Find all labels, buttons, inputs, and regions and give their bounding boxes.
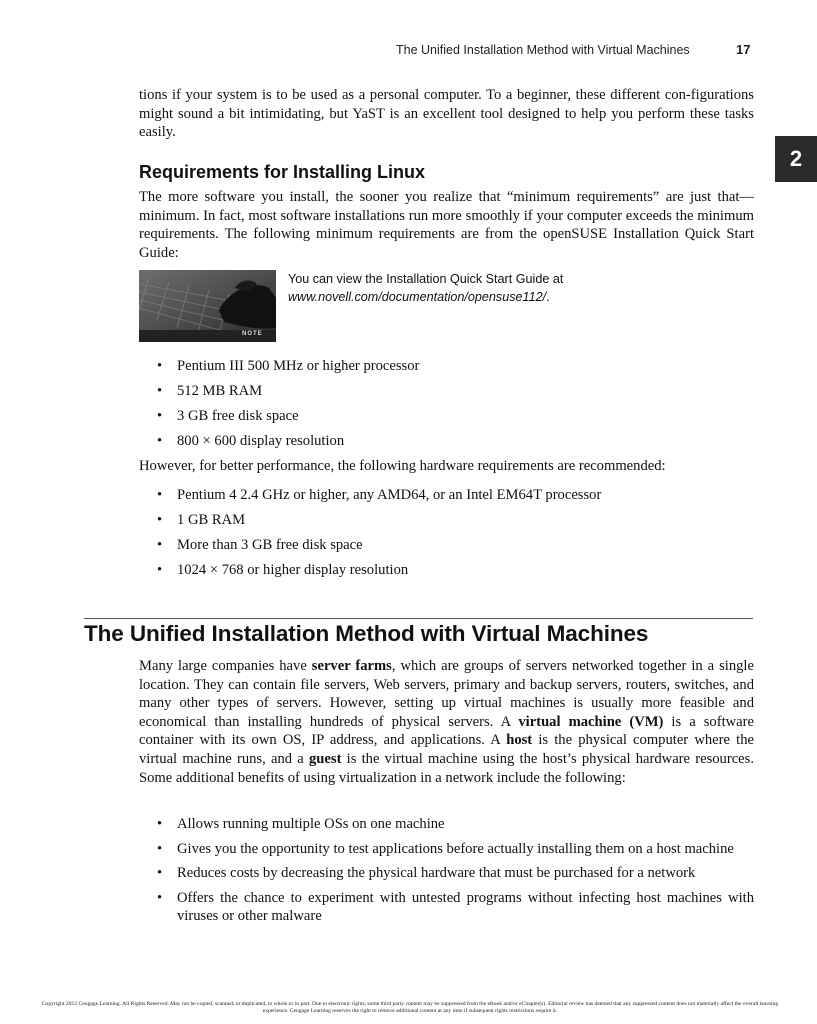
list-item: • Pentium 4 2.4 GHz or higher, any AMD64, or an Intel EM64T processor <box>157 487 602 503</box>
vm-text-part: , which are groups of servers networked together in a single location. They can contain file servers, Web servers, primary and backup servers, routers, switches, and many other types of servers. However, setting up virtual machines is usually more feasible and economical than installing hundreds of physical servers. A <box>139 658 754 730</box>
list-item: • 512 MB RAM <box>157 383 263 399</box>
copyright-footer: Copyright 2012 Cengage Learning. All Rights Reserved. May not be copied, scanned, or duplicated, in whole or in part. Due to electronic rights, some third party content may be suppressed from the eBook and/or eChapter(s). Editorial review has deemed that any suppressed content does not materially affect the overall learning experience. Cengage Learning reserves the right to remove additional content at any time if subsequent rights restrictions require it. <box>41 1001 779 1014</box>
intro-paragraph <box>139 86 754 142</box>
requirements-text: The more software you install, the sooner you realize that “minimum requirements” are just that—minimum. In fact, most software installations run more smoothly if your computer exceeds the minimum requirements. The following minimum requirements are from the openSUSE Installation Quick Start Guide: <box>139 189 754 261</box>
term-server-farms: server farms <box>311 658 392 674</box>
list-item-text: 800 × 600 display resolution <box>177 433 345 449</box>
list-item-text: Offers the chance to experiment with untested programs without infecting host machines with viruses or other malware <box>177 889 754 925</box>
requirements-paragraph <box>139 188 754 262</box>
term-host: host <box>506 732 533 749</box>
vm-text-part: is the physical computer where the virtual machine runs, and a <box>139 732 754 767</box>
list-item: • Gives you the opportunity to test applications before actually installing them on a host machine <box>157 840 734 857</box>
list-item-text: 512 MB RAM <box>177 383 263 399</box>
recommended-intro-text: However, for better performance, the following hardware requirements are recommended: <box>139 458 666 474</box>
list-item-text: Pentium III 500 MHz or higher processor <box>177 358 420 374</box>
recommended-requirements-list <box>157 483 601 583</box>
running-head-title: The Unified Installation Method with Virtual Machines <box>396 43 690 57</box>
section-heading-requirements: Requirements for Installing Linux <box>139 162 426 182</box>
list-item-text: 3 GB free disk space <box>177 408 299 424</box>
section-rule <box>84 618 753 619</box>
list-item: • More than 3 GB free disk space <box>157 537 363 553</box>
list-item-text: 1024 × 768 or higher display resolution <box>177 562 409 578</box>
list-item-text: Gives you the opportunity to test applications before actually installing them on a host machine <box>177 840 734 857</box>
list-item: • Pentium III 500 MHz or higher processor <box>157 358 420 374</box>
intro-text: tions if your system is to be used as a personal computer. To a beginner, these different con-figurations might sound a bit intimidating, but YaST is an excellent tool designed to help you perform these tasks easily. <box>139 87 754 141</box>
vm-text-part: Many large companies have <box>139 658 312 674</box>
list-item-text: 1 GB RAM <box>177 512 246 528</box>
vm-text-part: is the virtual machine using the host’s physical hardware resources. Some additional benefits of using virtualization in a network include the following: <box>139 750 754 786</box>
list-item-text: Reduces costs by decreasing the physical hardware that must be purchased for a network <box>177 865 696 882</box>
list-item: • Reduces costs by decreasing the physical hardware that must be purchased for a network <box>157 865 696 882</box>
list-item-text: Allows running multiple OSs on one machine <box>177 816 445 832</box>
minimum-requirements-list <box>157 354 419 454</box>
note-label: NOTE <box>242 331 263 337</box>
list-item: • Offers the chance to experiment with untested programs without infecting host machines with viruses or other malware <box>157 889 754 925</box>
vm-text <box>139 657 754 787</box>
list-item: • 3 GB free disk space <box>157 408 299 424</box>
vm-benefits-list <box>157 815 754 926</box>
chapter-tab: 2 <box>775 136 817 182</box>
running-head <box>396 42 756 60</box>
page-number: 17 <box>736 42 751 57</box>
vm-paragraph <box>139 657 754 787</box>
list-item: • 800 × 600 display resolution <box>157 433 345 449</box>
list-item-text: More than 3 GB free disk space <box>177 537 363 553</box>
recommended-intro <box>139 457 754 476</box>
note-text <box>288 270 728 306</box>
list-item: • 1024 × 768 or higher display resolution <box>157 562 409 578</box>
list-item-text: Pentium 4 2.4 GHz or higher, any AMD64, or an Intel EM64T processor <box>177 487 602 503</box>
list-item: • 1 GB RAM <box>157 512 246 528</box>
term-guest: guest <box>309 750 342 767</box>
section-heading-vm: The Unified Installation Method with Virtual Machines <box>84 621 649 646</box>
term-virtual-machine: virtual machine (VM) <box>518 713 664 730</box>
vm-text-part: is a software container with its own OS, IP address, and applications. A <box>139 713 755 749</box>
note-text-after: . <box>546 290 550 304</box>
note-link[interactable]: www.novell.com/documentation/opensuse112/ <box>288 290 547 304</box>
note-text-before: You can view the Installation Quick Start Guide at <box>288 272 564 286</box>
list-item: • Allows running multiple OSs on one machine <box>157 816 445 832</box>
